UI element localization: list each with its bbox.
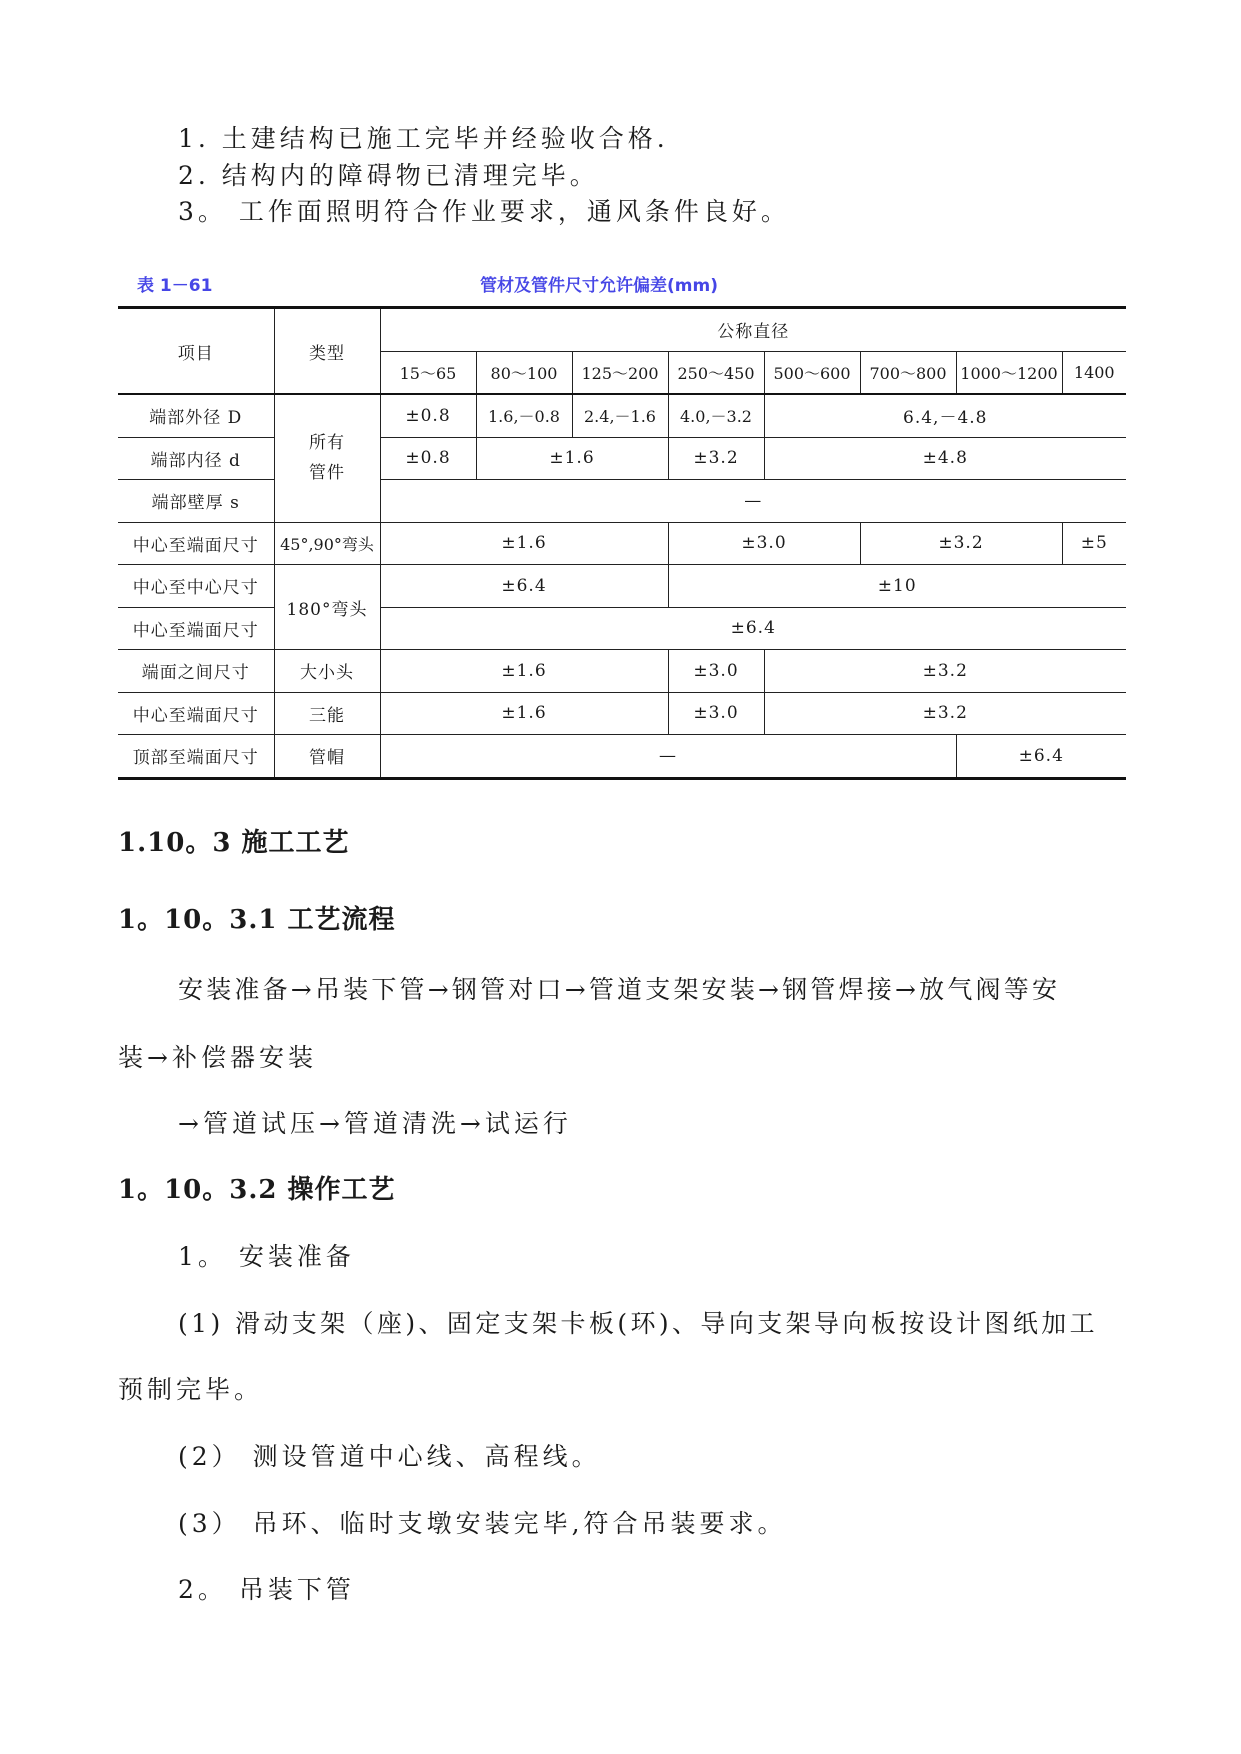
- header-diameter: 700～800: [860, 351, 956, 394]
- row-item: 中心至端面尺寸: [118, 692, 274, 735]
- cell: ±3.2: [764, 650, 1126, 693]
- cell: ±6.4: [380, 565, 668, 608]
- table-row: [118, 522, 1126, 565]
- step-1-2: (2） 测设管道中心线、高程线。: [178, 1442, 601, 1471]
- flow-text-line-2: 装→补偿器安装: [118, 1043, 317, 1072]
- cell: 2.4,－1.6: [572, 394, 668, 437]
- cell: ±6.4: [956, 735, 1126, 779]
- flow-text-line-3: →管道试压→管道清洗→试运行: [178, 1109, 572, 1138]
- cell: ±3.0: [668, 522, 860, 565]
- cell: ±3.2: [668, 437, 764, 480]
- table-row: [118, 565, 1126, 608]
- row-type: 大小头: [274, 650, 380, 693]
- header-diameter: 250～450: [668, 351, 764, 394]
- row-item: 中心至端面尺寸: [118, 607, 274, 650]
- cell: ±1.6: [380, 522, 668, 565]
- cell: 4.0,－3.2: [668, 394, 764, 437]
- step-2-heading: 2。 吊装下管: [178, 1575, 355, 1604]
- header-diameter: 15～65: [380, 351, 476, 394]
- cell: —: [380, 735, 956, 779]
- row-type: 180°弯头: [274, 565, 380, 650]
- cell: ±1.6: [476, 437, 668, 480]
- row-item: 中心至端面尺寸: [118, 522, 274, 565]
- header-diameter: 1400: [1062, 351, 1126, 394]
- cell: ±6.4: [380, 607, 1126, 650]
- cell: ±3.0: [668, 692, 764, 735]
- table-row: [118, 480, 1126, 523]
- tolerance-table: [118, 306, 1126, 780]
- step-1-1-line-2: 预制完毕。: [118, 1375, 264, 1404]
- header-nominal-diameter: 公称直径: [380, 308, 1126, 352]
- header-diameter: 80～100: [476, 351, 572, 394]
- header-diameter: 1000～1200: [956, 351, 1062, 394]
- intro-item-3: 3。 工作面照明符合作业要求，通风条件良好。: [178, 197, 790, 226]
- cell: ±5: [1062, 522, 1126, 565]
- cell: ±0.8: [380, 437, 476, 480]
- cell: ±1.6: [380, 692, 668, 735]
- table-row: [118, 394, 1126, 437]
- row-item: 端部外径 D: [118, 394, 274, 437]
- cell: ±3.0: [668, 650, 764, 693]
- section-heading-operation-process: 1。10。3.2 操作工艺: [118, 1175, 396, 1205]
- cell: —: [380, 480, 1126, 523]
- table-title: 管材及管件尺寸允许偏差(mm): [480, 276, 718, 296]
- cell: ±3.2: [764, 692, 1126, 735]
- table-row: [118, 735, 1126, 779]
- intro-item-1: 1. 土建结构已施工完毕并经验收合格.: [178, 124, 669, 153]
- section-heading-process-flow: 1。10。3.1 工艺流程: [118, 905, 396, 935]
- row-item: 顶部至端面尺寸: [118, 735, 274, 779]
- cell: 1.6,－0.8: [476, 394, 572, 437]
- table-row: [118, 692, 1126, 735]
- table-row: [118, 650, 1126, 693]
- table-row: [118, 437, 1126, 480]
- cell: ±10: [668, 565, 1126, 608]
- header-diameter: 125～200: [572, 351, 668, 394]
- cell: ±1.6: [380, 650, 668, 693]
- step-1-1-line-1: (1) 滑动支架（座)、固定支架卡板(环)、导向支架导向板按设计图纸加工: [178, 1309, 1099, 1338]
- row-type: 管帽: [274, 735, 380, 779]
- header-item: 项目: [118, 308, 274, 395]
- step-1-heading: 1。 安装准备: [178, 1242, 355, 1271]
- cell: ±4.8: [764, 437, 1126, 480]
- row-type-all-fittings: [274, 394, 380, 522]
- row-item: 端部壁厚 s: [118, 480, 274, 523]
- flow-text-line-1: 安装准备→吊装下管→钢管对口→管道支架安装→钢管焊接→放气阀等安: [178, 975, 1061, 1004]
- row-type: 三能: [274, 692, 380, 735]
- header-row-1: [118, 308, 1126, 352]
- step-1-3: (3） 吊环、临时支墩安装完毕,符合吊装要求。: [178, 1509, 787, 1538]
- section-heading-construction-process: 1.10。3 施工工艺: [118, 828, 350, 858]
- row-item: 端部内径 d: [118, 437, 274, 480]
- table-row: [118, 607, 1126, 650]
- table-number: 表 1－61: [137, 276, 213, 296]
- cell: ±3.2: [860, 522, 1062, 565]
- header-diameter: 500～600: [764, 351, 860, 394]
- cell: ±0.8: [380, 394, 476, 437]
- header-type: 类型: [274, 308, 380, 395]
- row-type: 45°,90°弯头: [274, 522, 380, 565]
- cell: 6.4,－4.8: [764, 394, 1126, 437]
- intro-item-2: 2. 结构内的障碍物已清理完毕。: [178, 161, 599, 190]
- row-item: 端面之间尺寸: [118, 650, 274, 693]
- type-label: 所有管件: [309, 433, 345, 484]
- row-item: 中心至中心尺寸: [118, 565, 274, 608]
